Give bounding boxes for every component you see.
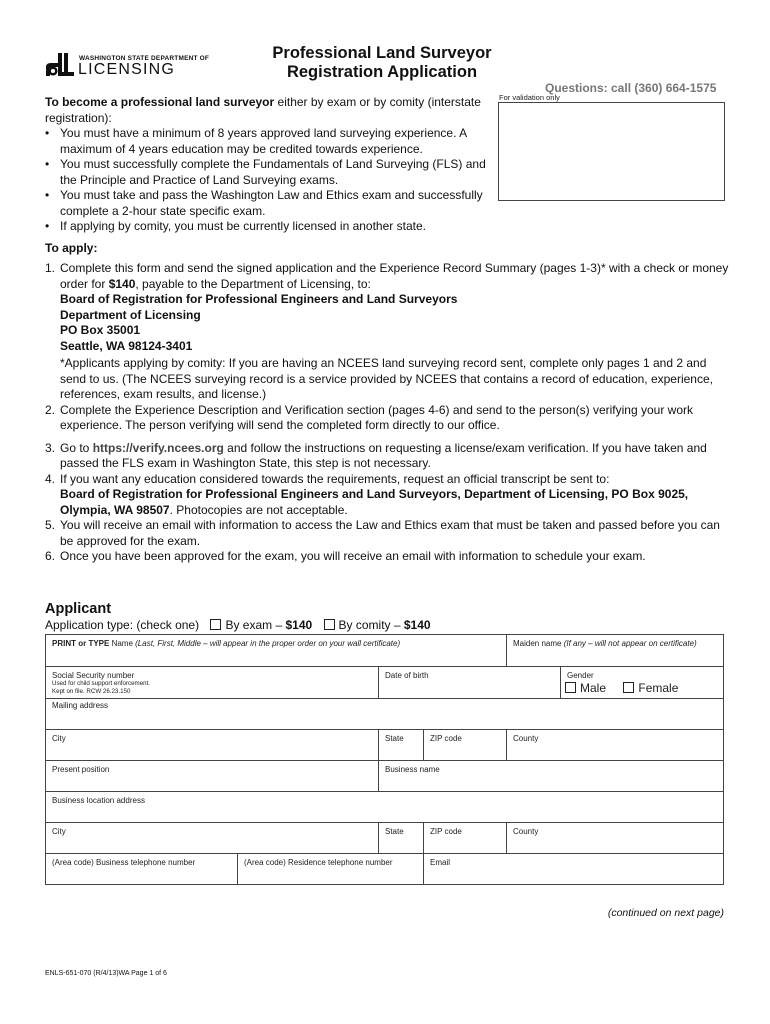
step-2 xyxy=(45,403,735,434)
to-apply-heading: To apply: xyxy=(45,241,98,255)
intro-bullet: • If applying by comity, you must be currently licensed in another state. xyxy=(45,219,495,235)
step-number: 3. xyxy=(45,440,56,455)
business-phone-label: (Area code) Business telephone number xyxy=(52,858,196,867)
business-city-field[interactable] xyxy=(46,823,379,854)
page-title xyxy=(232,44,532,82)
step-6 xyxy=(45,549,735,565)
intro-bullet: • You must have a minimum of 8 years approved land surveying experience. A maximum of 4 years education may be credited towards experience. xyxy=(45,126,495,157)
step4-text: If you want any education considered towards the requirements, request an official transcript be sent to: xyxy=(60,471,610,486)
address-line: Seattle, WA 98124-3401 xyxy=(60,338,193,353)
applicant-heading: Applicant xyxy=(45,601,112,617)
step1-text-rest: , payable to the Department of Licensing, to: xyxy=(135,276,371,291)
business-zip-field[interactable] xyxy=(424,823,507,854)
position-label: Present position xyxy=(52,765,110,774)
intro-bullet: • You must take and pass the Washington Law and Ethics exam and successfully complete a 2-hour state specific exam. xyxy=(45,188,495,219)
present-position-field[interactable] xyxy=(46,761,379,792)
mailing-label: Mailing address xyxy=(52,701,109,710)
name-label: Name xyxy=(109,639,136,648)
step5-text: You will receive an email with information to access the Law and Ethics exam that must be taken and passed before you can be approved for the exam. xyxy=(60,518,720,548)
email-label: Email xyxy=(430,858,451,867)
county-label: County xyxy=(513,827,539,836)
residence-phone-label: (Area code) Residence telephone number xyxy=(244,858,393,867)
continued-note: (continued on next page) xyxy=(607,907,724,919)
step-number: 5. xyxy=(45,518,56,532)
name-field[interactable] xyxy=(46,635,507,667)
gender-field xyxy=(561,667,723,699)
mail-address xyxy=(60,292,735,354)
validation-label: For validation only xyxy=(499,93,560,102)
state-label: State xyxy=(385,827,404,836)
city-label: City xyxy=(52,827,66,836)
step4-text-rest: . Photocopies are not acceptable. xyxy=(169,502,348,517)
gender-label: Gender xyxy=(567,671,594,680)
intro-lead-rest: either by exam or by comity (interstate registration): xyxy=(45,95,481,125)
title-line-1: Professional Land Surveyor xyxy=(272,44,492,62)
email-field[interactable] xyxy=(424,854,723,884)
step-5 xyxy=(45,518,735,549)
by-comity-label: By comity – xyxy=(338,618,404,632)
city-label: City xyxy=(52,734,66,743)
male-checkbox[interactable] xyxy=(565,682,576,693)
ssn-label: Social Security number xyxy=(52,671,135,680)
maiden-name-field[interactable] xyxy=(507,635,723,667)
comity-note: *Applicants applying by comity: If you are having an NCEES land surveying record sent, complete only pages 1 and 2 and send to us. (The NCEES surveying record is a service provided by NCEES that contains a record of education, experience, references, exam results, and license.) xyxy=(60,356,713,401)
transcript-address: Board of Registration for Professional Engineers and Land Surveyors, Department of Licensing, PO Box 9025, Olympia, WA 98507 xyxy=(60,487,689,517)
state-label: State xyxy=(385,734,404,743)
application-type-row xyxy=(45,618,431,632)
application-type-label: Application type: (check one) xyxy=(45,618,200,632)
dob-label: Date of birth xyxy=(385,671,429,680)
validation-box xyxy=(498,102,725,201)
address-line: Department of Licensing xyxy=(60,307,201,322)
step1-fee: $140 xyxy=(108,276,136,291)
female-label: Female xyxy=(638,681,679,695)
maiden-label: Maiden name xyxy=(513,639,564,648)
step-number: 6. xyxy=(45,549,56,563)
mailing-address-field[interactable] xyxy=(46,699,723,730)
step-4 xyxy=(45,472,735,519)
business-name-label: Business name xyxy=(385,765,440,774)
step1-text: Complete this form and send the signed application and the Experience Record Summary (pages 1-3)* with a check or money order for xyxy=(60,261,729,291)
ssn-note: Used for child support enforcement. xyxy=(52,680,151,687)
business-location-field[interactable] xyxy=(46,792,723,823)
intro-section xyxy=(45,95,495,235)
zip-field[interactable] xyxy=(424,730,507,761)
ssn-note: Kept on file. RCW 26.23.150 xyxy=(52,687,131,695)
logo-agency-line: WASHINGTON STATE DEPARTMENT OF xyxy=(79,55,210,62)
step-3 xyxy=(45,441,735,472)
step3-text: Go to xyxy=(60,440,93,455)
business-state-field[interactable] xyxy=(379,823,424,854)
applicant-form-grid xyxy=(45,634,724,885)
business-name-field[interactable] xyxy=(379,761,723,792)
intro-lead-bold: To become a professional land surveyor xyxy=(45,95,275,109)
step-number: 4. xyxy=(45,471,56,486)
female-checkbox[interactable] xyxy=(623,682,634,693)
business-county-field[interactable] xyxy=(507,823,723,854)
address-line: PO Box 35001 xyxy=(60,323,141,337)
ncees-verify-link[interactable]: https://verify.ncees.org xyxy=(92,440,224,455)
apply-steps xyxy=(45,261,735,565)
title-line-2: Registration Application xyxy=(286,63,478,81)
gender-options xyxy=(565,681,678,695)
step-1 xyxy=(45,261,735,403)
by-exam-label: By exam – xyxy=(225,618,286,632)
county-label: County xyxy=(513,734,539,743)
logo-wordmark: LICENSING xyxy=(78,61,176,78)
zip-label: ZIP code xyxy=(430,827,462,836)
step6-text: Once you have been approved for the exam, you will receive an email with information to schedule your exam. xyxy=(60,549,646,563)
county-field[interactable] xyxy=(507,730,723,761)
state-field[interactable] xyxy=(379,730,424,761)
ssn-field[interactable] xyxy=(46,667,379,699)
zip-label: ZIP code xyxy=(430,734,462,743)
business-phone-field[interactable] xyxy=(46,854,238,884)
name-hint: (Last, First, Middle – will appear in the proper order on your wall certificate) xyxy=(135,639,401,648)
maiden-hint: (If any – will not appear on certificate) xyxy=(563,639,697,648)
step-number: 1. xyxy=(45,261,56,275)
by-comity-checkbox[interactable] xyxy=(324,619,335,630)
city-field[interactable] xyxy=(46,730,379,761)
by-comity-fee: $140 xyxy=(403,618,431,632)
intro-bullet: • You must successfully complete the Fundamentals of Land Surveying (FLS) and the Principle and Practice of Land Surveying exams. xyxy=(45,157,495,188)
dol-logo-icon xyxy=(44,50,76,80)
step3-text-rest: and follow the instructions on requesting a license/exam verification. If you have taken and passed the FLS exam in Washington State, this step is not necessary. xyxy=(60,440,707,470)
questions-phone: Questions: call (360) 664-1575 xyxy=(545,81,717,95)
by-exam-checkbox[interactable] xyxy=(210,619,221,630)
step-number: 2. xyxy=(45,402,56,417)
name-label-bold: PRINT or TYPE xyxy=(52,639,110,648)
by-exam-fee: $140 xyxy=(285,618,313,632)
address-line: Board of Registration for Professional Engineers and Land Surveyors xyxy=(60,292,458,306)
dob-field[interactable] xyxy=(379,667,561,699)
residence-phone-field[interactable] xyxy=(238,854,424,884)
business-location-label: Business location address xyxy=(52,796,145,805)
male-label: Male xyxy=(580,681,607,695)
form-id: ENLS-651-070 (R/4/13)WA Page 1 of 6 xyxy=(45,970,167,977)
step2-text: Complete the Experience Description and Verification section (pages 4-6) and send to the person(s) verifying your work experience. The person verifying will send the completed form directly to our office. xyxy=(60,402,693,432)
